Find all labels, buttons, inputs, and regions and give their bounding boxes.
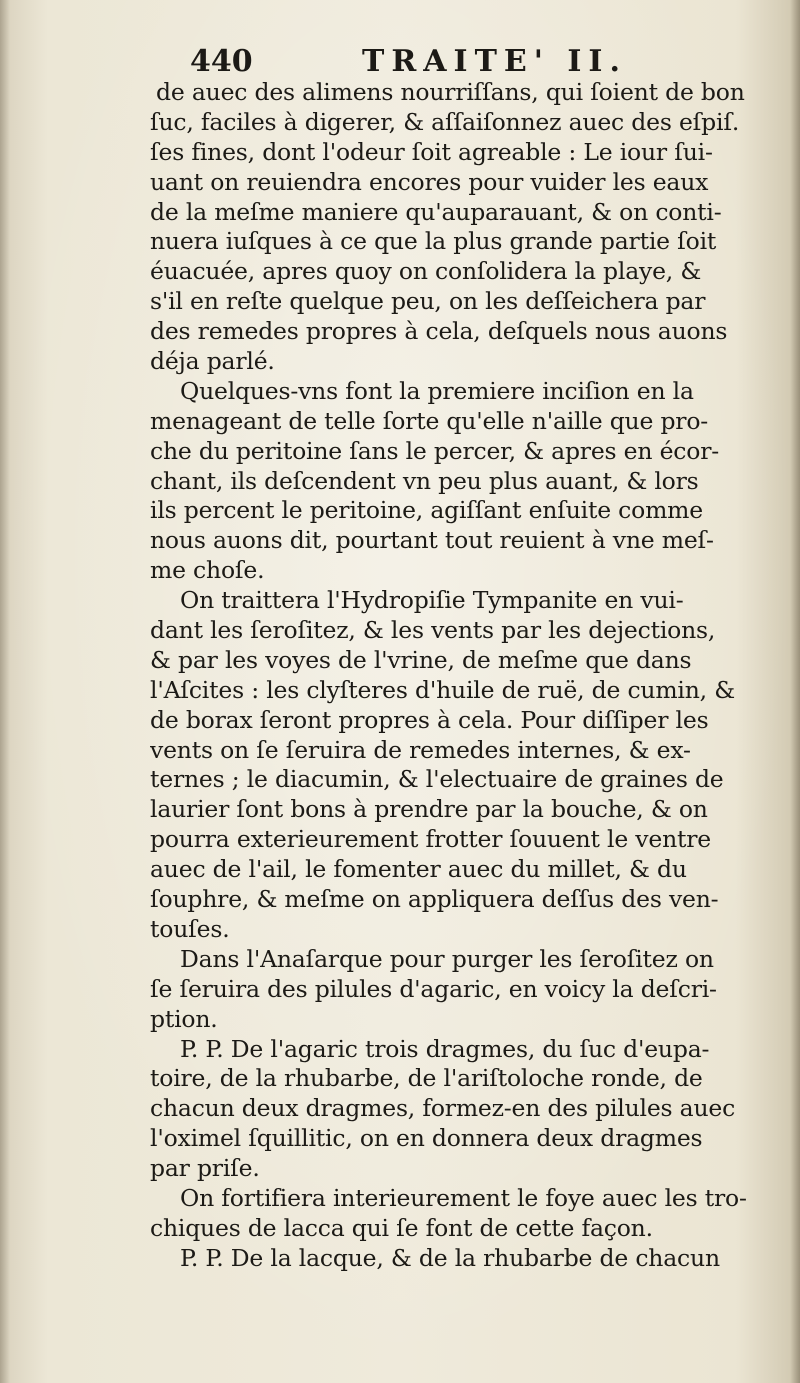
text-line: l'oximel ſquillitic, on en donnera deux dragmes [150, 1124, 703, 1153]
paragraph-start-line: On fortifiera interieurement le foye auec les tro- [180, 1183, 747, 1212]
text-line: l'Aſcites : les clyſteres d'huile de ruë, de cumin, & [150, 675, 735, 704]
text-line: ption. [150, 1004, 218, 1033]
running-title: TRAITE' II. [362, 44, 627, 79]
text-line: déja parlé. [150, 347, 275, 376]
page-number: 440 [190, 44, 253, 79]
text-line: de auec des alimens nourriſſans, qui ſoient de bon [156, 78, 745, 106]
text-line: menageant de telle ſorte qu'elle n'aille que pro- [150, 406, 709, 435]
paragraph-start-line: Quelques-vns font la premiere inciſion en la [180, 376, 694, 405]
text-line: touſes. [150, 914, 230, 943]
text-line: de borax ſeront propres à cela. Pour diſſiper les [150, 705, 709, 734]
text-line: par priſe. [150, 1154, 260, 1183]
paragraph-start-line: On traittera l'Hydropiſie Tympanite en vui- [180, 586, 684, 615]
body-text [150, 78, 790, 1274]
text-line: ſouphre, & meſme on appliquera deſſus des ven- [150, 885, 719, 914]
page-left-edge-shadow [0, 0, 10, 1383]
recipe-start-line: P. P. De l'agaric trois dragmes, du ſuc d'eupa- [180, 1034, 710, 1063]
text-line: ſe ſeruira des pilules d'agaric, en voicy la deſcri- [150, 974, 717, 1003]
text-line: s'il en reſte quelque peu, on les deſſeichera par [150, 287, 706, 316]
text-line: ternes ; le diacumin, & l'electuaire de graines de [150, 765, 724, 794]
text-line: & par les voyes de l'vrine, de meſme que dans [150, 645, 692, 674]
text-line: ſes fines, dont l'odeur ſoit agreable : Le iour ſui- [150, 137, 713, 166]
text-line: chant, ils deſcendent vn peu plus auant, & lors [150, 466, 699, 495]
text-line: toire, de la rhubarbe, de l'ariſtoloche ronde, de [150, 1064, 703, 1093]
text-line: des remedes propres à cela, deſquels nous auons [150, 317, 728, 346]
text-line: laurier ſont bons à prendre par la bouche, & on [150, 795, 708, 824]
text-line: nous auons dit, pourtant tout reuient à vne meſ- [150, 526, 714, 555]
recipe-start-line: P. P. De la lacque, & de la rhubarbe de chacun [180, 1243, 720, 1272]
text-line: che du peritoine ſans le percer, & apres en écor- [150, 436, 719, 465]
text-line: chacun deux dragmes, formez-en des pilules auec [150, 1094, 736, 1123]
text-line: éuacuée, apres quoy on conſolidera la playe, & [150, 257, 702, 286]
text-line: pourra exterieurement frotter ſouuent le ventre [150, 825, 712, 854]
text-line: me choſe. [150, 556, 265, 585]
text-line: ſuc, faciles à digerer, & aſſaiſonnez auec des eſpiſ. [150, 107, 740, 136]
text-line: ils percent le peritoine, agiſſant enſuite comme [150, 496, 703, 525]
text-line: chiques de lacca qui ſe font de cette façon. [150, 1213, 653, 1242]
text-line: vents on ſe ſeruira de remedes internes, & ex- [150, 735, 691, 764]
text-line: auec de l'ail, le fomenter auec du millet, & du [150, 855, 687, 884]
page-right-edge-shadow [790, 0, 800, 1383]
text-line: nuera iuſques à ce que la plus grande partie ſoit [150, 227, 717, 256]
text-line: de la meſme maniere qu'auparauant, & on conti- [150, 197, 722, 226]
text-line: dant les ſeroſitez, & les vents par les dejections, [150, 616, 716, 645]
text-line: uant on reuiendra encores pour vuider les eaux [150, 167, 709, 196]
paragraph-start-line: Dans l'Anaſarque pour purger les ſeroſitez on [180, 944, 714, 973]
